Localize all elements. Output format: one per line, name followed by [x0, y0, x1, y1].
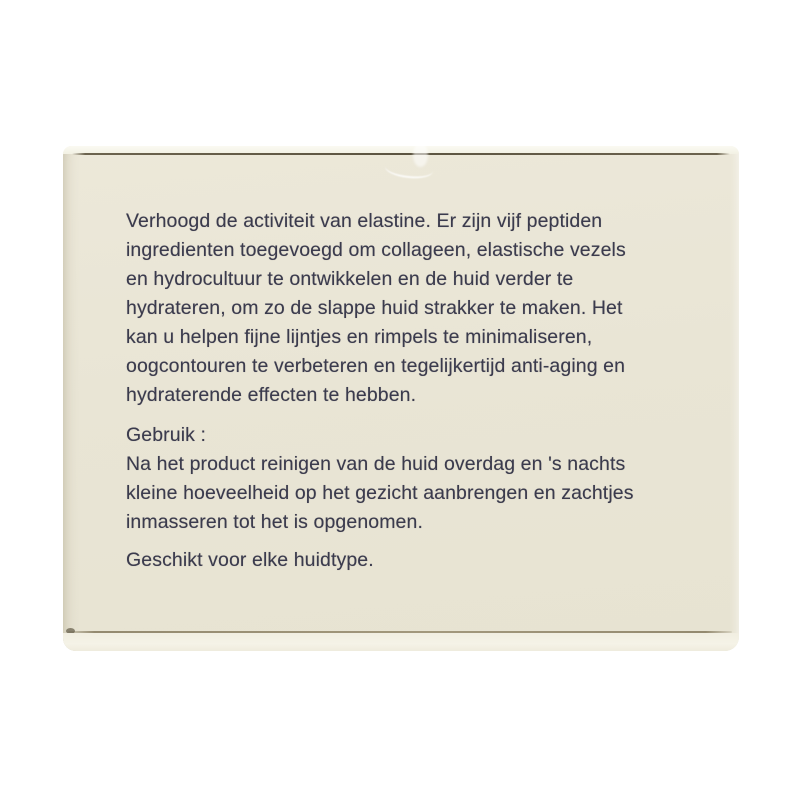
- box-top-seam-line: [72, 153, 730, 155]
- suitability-paragraph: [126, 546, 686, 575]
- description-line: Verhoogd de activiteit van elastine. Er zijn vijf peptiden: [126, 210, 603, 232]
- description-line: hydraterende effecten te hebben.: [126, 384, 417, 406]
- description-line: en hydrocultuur te ontwikkelen en de huid verder te: [126, 268, 574, 290]
- panel-text: [126, 207, 686, 575]
- usage-line: kleine hoeveelheid op het gezicht aanbrengen en zachtjes: [126, 482, 634, 504]
- suitability-line: Geschikt voor elke huidtype.: [126, 549, 374, 571]
- description-line: kan u helpen fijne lijntjes en rimpels te minimaliseren,: [126, 326, 593, 348]
- usage-line: Na het product reinigen van de huid overdag en 's nachts: [126, 453, 626, 475]
- usage-line: inmasseren tot het is opgenomen.: [126, 511, 423, 533]
- box-bottom-flap-edge: [63, 633, 739, 651]
- description-line: ingredienten toegevoegd om collageen, elastische vezels: [126, 239, 626, 261]
- description-line: hydrateren, om zo de slappe huid strakker te maken. Het: [126, 297, 623, 319]
- product-box-back-panel: [63, 146, 739, 651]
- description-paragraph: [126, 207, 686, 410]
- description-line: oogcontouren te verbeteren en tegelijkertijd anti-aging en: [126, 355, 626, 377]
- usage-paragraph: [126, 421, 686, 537]
- usage-heading: Gebruik :: [126, 424, 207, 446]
